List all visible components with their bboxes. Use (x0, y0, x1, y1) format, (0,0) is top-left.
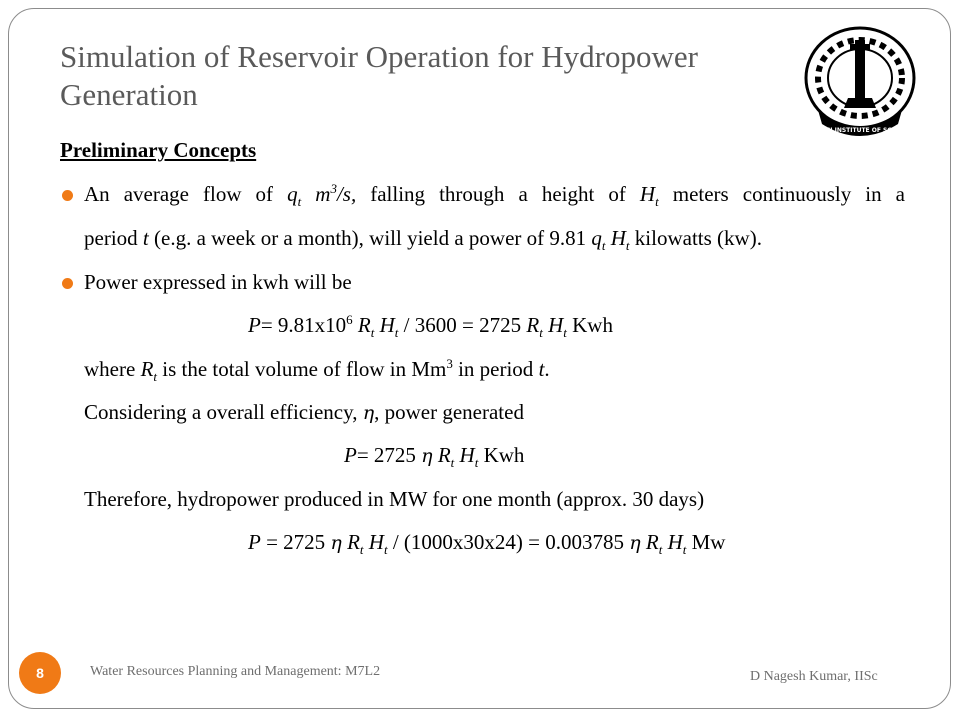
footer-author: D Nagesh Kumar, IISc (750, 669, 878, 684)
section-heading: Preliminary Concepts (60, 138, 257, 162)
equation-1: $P= 9.81x10^6$ $R_t$ $H_t / 3600 = 2725$ $R_t$ $H_t$ Kwh (248, 312, 613, 341)
bullet-1-line-2: period t (e.g. a week or a month), will yield a power of 9.81 $q_t$ $H_t$ kilowatts (kw). (84, 226, 762, 254)
therefore-line: Therefore, hydropower produced in MW for one month (approx. 30 days) (84, 487, 705, 511)
slide-title: Simulation of Reservoir Operation for Hydropower Generation (60, 39, 698, 112)
where-line: where $R_t$ is the total volume of flow in Mm$^3$ in period t. (84, 356, 550, 385)
bullet-marker (62, 278, 73, 289)
efficiency-line: Considering a overall efficiency, η, power generated (84, 400, 524, 424)
bullet-1-line-1: An average flow of $q_t$ $m^3/s$, falling through a height of $H_t$ meters continuously in a (84, 181, 905, 210)
iisc-logo (800, 24, 920, 140)
equation-3: P = 2725 η $R_t$ $H_t / (1000x30x24) = 0.003785$ η $R_t$ $H_t$ Mw (248, 530, 726, 558)
equation-2: P= 2725 η $R_t$ $H_t$ Kwh (344, 443, 525, 471)
bullet-2-text: Power expressed in kwh will be (84, 270, 352, 294)
page-number-badge: 8 (19, 652, 61, 694)
bullet-marker (62, 190, 73, 201)
svg-text:INDIAN INSTITUTE OF SCIENCE: INDIAN INSTITUTE OF SCIENCE (808, 127, 912, 134)
footer-course: Water Resources Planning and Management: M7L2 (90, 664, 381, 679)
